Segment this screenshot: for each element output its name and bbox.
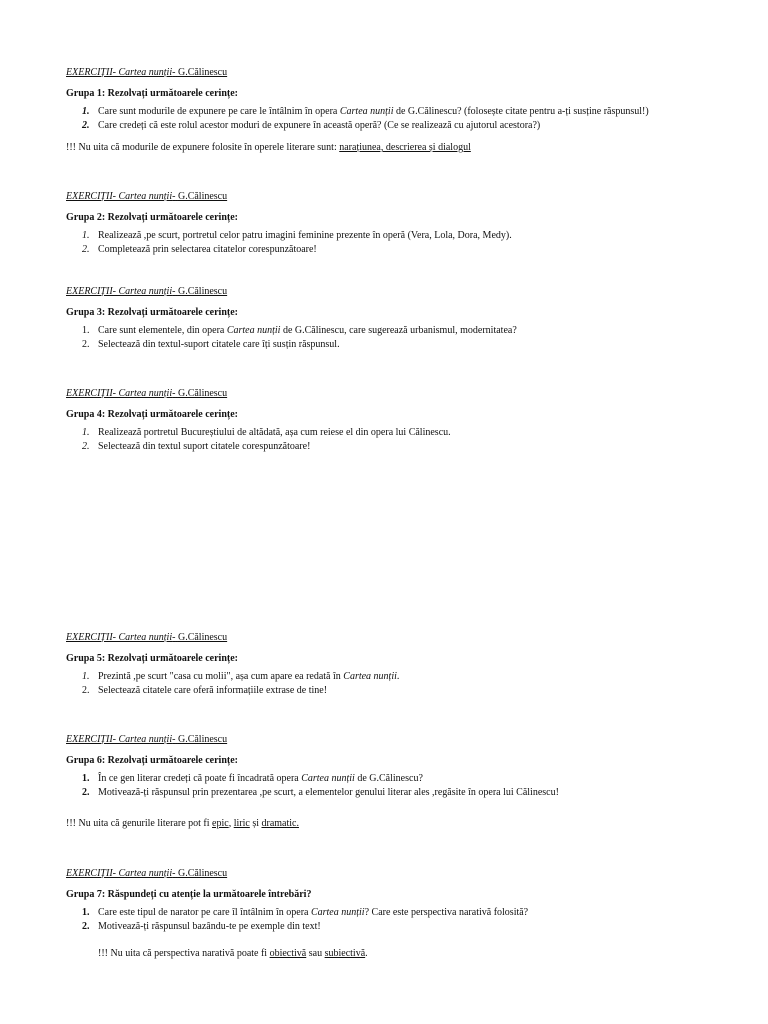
item-text: . [396,671,400,682]
item-text: Motivează-ți răspunsul prin prezentarea ,pe scurt, a elementelor genului literar ales ,regăsite în opera lui Călinescu! [98,787,559,798]
header-title: Cartea nunții [118,286,173,297]
item-text: Care sunt modurile de expunere pe care le întâlnim în opera [98,106,340,117]
list-item [66,440,706,453]
group-label: Grupa 4: [66,409,106,420]
item-number: 1. [82,671,90,682]
note-underlined: liric [233,818,250,829]
exercise-block-4 [66,387,706,454]
item-text: Selectează din textul-suport citatele care îți susțin răspunsul. [98,339,340,350]
item-text: de G.Călinescu, care sugerează urbanismul, modernitatea? [280,325,517,336]
exercise-header [66,66,706,79]
header-prefix: EXERCIȚII- [66,286,116,297]
header-sep: - [172,191,176,202]
item-text: Care credeți că este rolul acestor moduri de expunere în această operă? (Ce se realizează cu ajutorul acestora?) [98,120,541,131]
exercise-block-1 [66,66,706,154]
header-author: G.Călinescu [177,191,228,202]
header-title: Cartea nunții [118,734,173,745]
reminder-note [66,947,706,960]
list-item [66,786,706,799]
list-item [66,426,706,439]
item-text: Completează prin selectarea citatelor corespunzătoare! [98,244,317,255]
list-item [66,920,706,933]
group-label: Grupa 3: [66,307,106,318]
group-title [66,87,706,100]
header-sep: - [172,388,176,399]
note-text: și [249,818,262,829]
exercise-header [66,733,706,746]
header-author: G.Călinescu [177,67,228,78]
header-prefix: EXERCIȚII- [66,191,116,202]
group-title [66,306,706,319]
group-title [66,211,706,224]
exercise-header [66,285,706,298]
note-underlined: narațiunea, descrierea și dialogul [339,142,471,153]
exercise-block-3 [66,285,706,352]
group-label: Grupa 1: [66,88,106,99]
group-title [66,754,706,767]
exercise-header [66,631,706,644]
list-item [66,772,706,785]
reminder-note [66,817,706,830]
item-title-ref: Cartea nunții [301,773,355,784]
group-label: Grupa 6: [66,755,106,766]
list-item [66,105,706,118]
list-item [66,243,706,256]
header-author: G.Călinescu [177,868,228,879]
task-list [66,324,706,351]
note-underlined: epic [212,818,229,829]
item-number: 1. [82,106,90,117]
header-sep: - [172,632,176,643]
item-text: Selectează citatele care oferă informațiile extrase de tine! [98,685,328,696]
note-text: !!! Nu uita că genurile literare pot fi [66,818,213,829]
group-label: Grupa 7: [66,889,106,900]
group-task: Rezolvați următoarele cerințe: [107,653,238,664]
group-label: Grupa 5: [66,653,106,664]
header-prefix: EXERCIȚII- [66,67,116,78]
exercise-header [66,387,706,400]
item-text: Motivează-ți răspunsul [98,921,190,932]
note-text: !!! Nu uita că perspectiva narativă poate fi [98,948,270,959]
item-number: 2. [82,244,90,255]
item-number: 2. [82,921,90,932]
note-text: sau [306,948,325,959]
group-title [66,408,706,421]
item-title-ref: Cartea nunții [339,106,394,117]
exercise-block-5 [66,631,706,698]
note-text: !!! Nu uita că modurile de expunere folosite în operele literare sunt: [66,142,340,153]
item-number: 2. [82,441,90,452]
exercise-header [66,867,706,880]
list-item [66,684,706,697]
task-list [66,772,706,799]
header-prefix: EXERCIȚII- [66,632,116,643]
item-number: 1. [82,325,90,336]
header-title: Cartea nunții [118,632,173,643]
item-text: Realizează portretul Bucureștiului de altădată, așa cum reiese el din opera lui Călinescu. [98,427,451,438]
header-author: G.Călinescu [177,388,228,399]
group-title [66,652,706,665]
item-text: de G.Călinescu? [354,773,423,784]
item-number: 2. [82,685,90,696]
header-prefix: EXERCIȚII- [66,868,116,879]
task-list [66,105,706,132]
item-number: 2. [82,787,90,798]
item-text: Care este tipul de narator pe care îl întâlnim în opera [98,907,311,918]
item-text: bazându-te pe exemple din text! [189,921,321,932]
exercise-block-7 [66,867,706,960]
group-task: Rezolvați următoarele cerințe: [107,409,238,420]
group-task: Rezolvați următoarele cerințe: [107,212,238,223]
item-title-ref: Cartea nunții [310,907,365,918]
header-author: G.Călinescu [177,632,228,643]
group-task: Răspundeți cu atenție la următoarele întrebări? [107,889,312,900]
header-title: Cartea nunții [118,868,173,879]
item-number: 2. [82,339,90,350]
item-text: Care sunt elementele, din opera [98,325,227,336]
header-sep: - [172,67,176,78]
list-item [66,670,706,683]
note-underlined: subiectivă [324,948,366,959]
group-title [66,888,706,901]
exercise-header [66,190,706,203]
item-number: 1. [82,230,90,241]
note-underlined: obiectivă [269,948,307,959]
item-number: 1. [82,773,90,784]
item-title-ref: Cartea nunții [226,325,281,336]
reminder-note [66,141,706,154]
item-title-ref: Cartea nunții [343,671,397,682]
list-item [66,906,706,919]
item-number: 1. [82,427,90,438]
task-list [66,229,706,256]
item-text: de G.Călinescu? (folosește citate pentru a-ți susține răspunsul!) [393,106,649,117]
exercise-block-2 [66,190,706,257]
header-title: Cartea nunții [118,388,173,399]
list-item [66,324,706,337]
item-number: 1. [82,907,90,918]
header-sep: - [172,868,176,879]
list-item [66,338,706,351]
list-item [66,119,706,132]
item-text: Selectează din textul suport citatele corespunzătoare! [98,441,311,452]
item-text: Realizează ,pe scurt, portretul celor patru imagini feminine prezente în operă (Vera, Lola, Dora, Medy). [98,230,512,241]
header-sep: - [172,286,176,297]
exercise-block-6 [66,733,706,830]
note-text: . [365,948,368,959]
item-text: Prezintă ,pe scurt "casa cu molii", așa cum apare ea redată în [98,671,344,682]
task-list [66,670,706,697]
item-text: ? Care este perspectiva narativă folosită? [364,907,529,918]
header-author: G.Călinescu [177,734,228,745]
header-title: Cartea nunții [118,67,173,78]
header-sep: - [172,734,176,745]
header-author: G.Călinescu [177,286,228,297]
header-prefix: EXERCIȚII- [66,734,116,745]
task-list [66,426,706,453]
group-task: Rezolvați următoarele cerințe: [107,755,238,766]
header-prefix: EXERCIȚII- [66,388,116,399]
item-text: În ce gen literar credeți că poate fi încadrată opera [98,773,302,784]
group-label: Grupa 2: [66,212,106,223]
group-task: Rezolvați următoarele cerințe: [107,307,238,318]
header-title: Cartea nunții [118,191,173,202]
list-item [66,229,706,242]
item-number: 2. [82,120,90,131]
task-list [66,906,706,933]
group-task: Rezolvați următoarele cerințe: [107,88,238,99]
note-underlined: dramatic. [261,818,299,829]
note-text: , [228,818,234,829]
